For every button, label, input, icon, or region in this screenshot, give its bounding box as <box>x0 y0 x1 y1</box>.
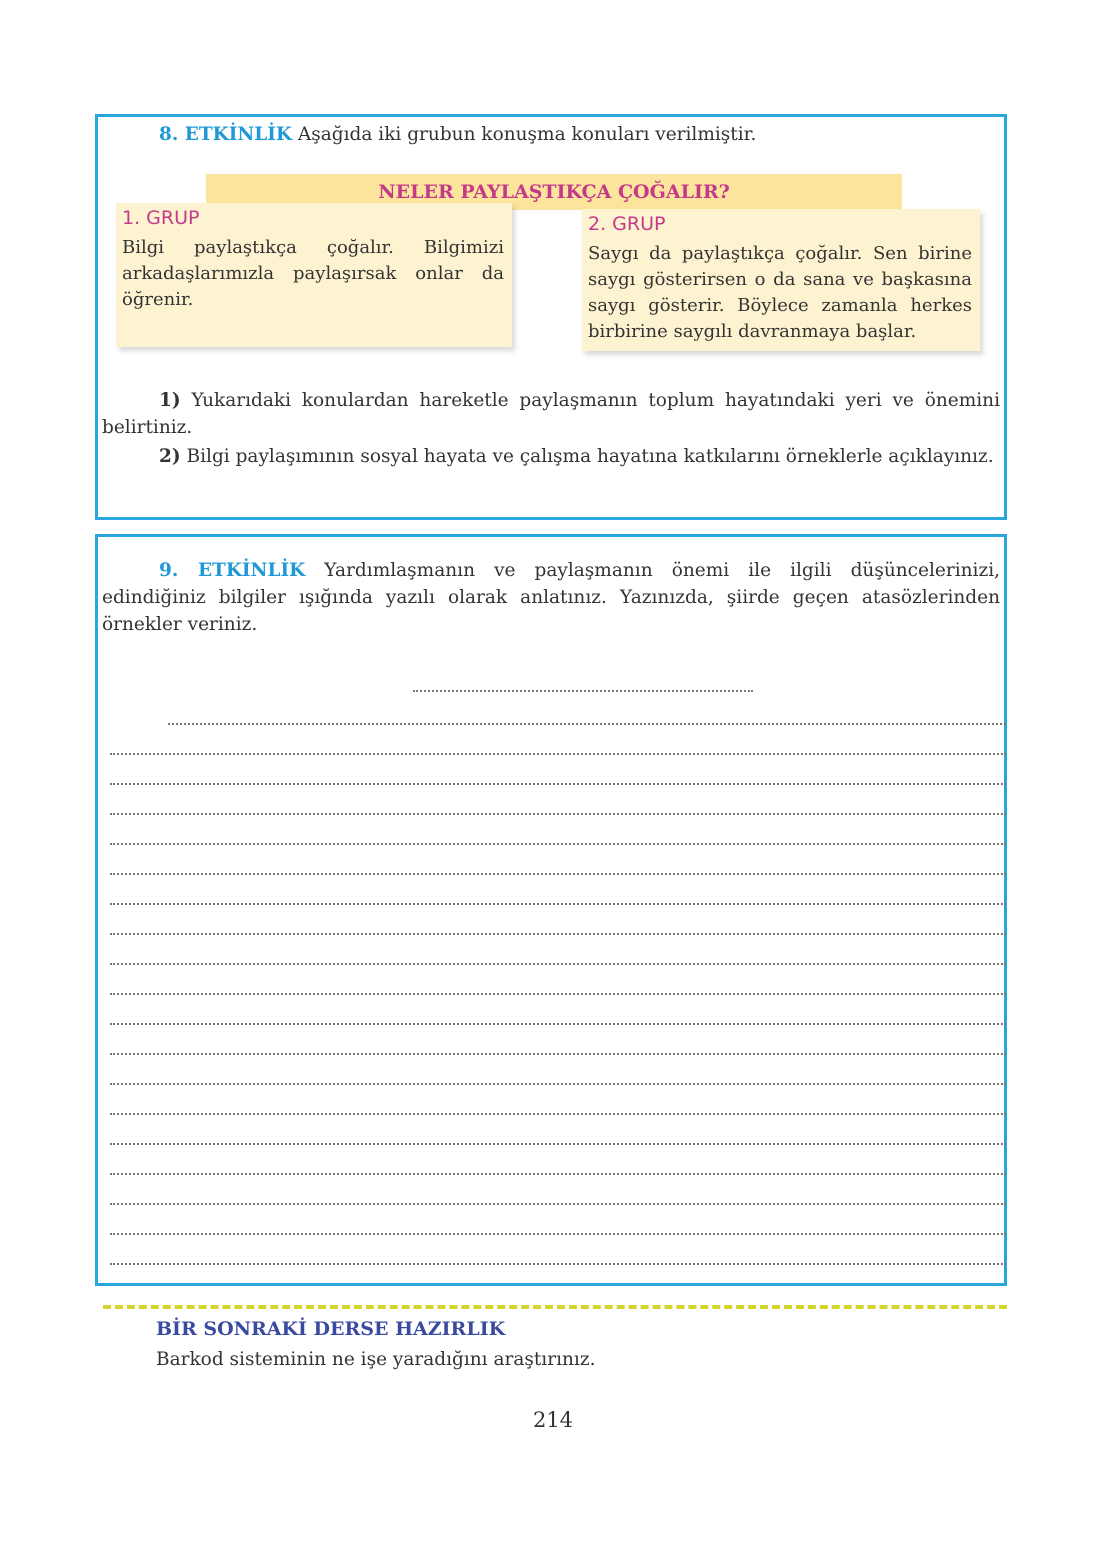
group-2-card <box>582 209 980 351</box>
question-2-number: 2) <box>159 446 181 467</box>
writing-line[interactable] <box>110 1263 1006 1265</box>
writing-line[interactable] <box>110 1143 1006 1145</box>
activity-9-label: 9. ETKİNLİK <box>159 560 306 581</box>
next-lesson-title: BİR SONRAKİ DERSE HAZIRLIK <box>156 1318 506 1340</box>
question-1-text: Yukarıdaki konulardan hareketle paylaşmanın toplum hayatındaki yeri ve önemini belirtiniz. <box>102 390 1000 438</box>
activity-8-banner: NELER PAYLAŞTIKÇA ÇOĞALIR? <box>206 174 902 210</box>
next-lesson-text: Barkod sisteminin ne işe yaradığını araştırınız. <box>156 1349 596 1370</box>
writing-line[interactable] <box>110 903 1006 905</box>
question-1-number: 1) <box>159 390 181 411</box>
writing-line[interactable] <box>110 873 1006 875</box>
group-1-text: Bilgi paylaştıkça çoğalır. Bilgimizi arkadaşlarımızla paylaşırsak onlar da öğrenir. <box>122 237 504 310</box>
writing-line[interactable] <box>110 1203 1006 1205</box>
writing-line[interactable] <box>110 1113 1006 1115</box>
group-2-title: 2. GRUP <box>588 213 666 235</box>
writing-line[interactable] <box>110 1083 1006 1085</box>
writing-line[interactable] <box>168 723 1006 725</box>
writing-line[interactable] <box>110 1233 1006 1235</box>
activity-8-intro <box>102 121 1000 148</box>
title-writing-line[interactable] <box>413 690 753 692</box>
activity-8-intro-text: Aşağıda iki grubun konuşma konuları verilmiştir. <box>292 124 757 145</box>
activity-9-intro-text: Yardımlaşmanın ve paylaşmanın önemi ile ilgili düşüncelerinizi, edindiğiniz bilgiler ışığında yazılı olarak anlatınız. Yazınızda, şiirde geçen atasözlerinden örnekler veriniz. <box>102 560 1000 635</box>
writing-line[interactable] <box>110 933 1006 935</box>
activity-9-box <box>95 534 1007 1286</box>
activity-8-label: 8. ETKİNLİK <box>159 124 293 145</box>
writing-line[interactable] <box>110 753 1006 755</box>
question-1 <box>102 387 1000 441</box>
writing-line[interactable] <box>110 783 1006 785</box>
question-2 <box>102 443 1000 470</box>
page-number: 214 <box>532 1408 574 1432</box>
question-2-text: Bilgi paylaşımının sosyal hayata ve çalışma hayatına katkılarını örneklerle açıklayınız. <box>180 446 994 467</box>
section-separator <box>103 1305 1007 1309</box>
group-2-text: Saygı da paylaştıkça çoğalır. Sen birine saygı gösterirsen o da sana ve başkasına saygı gösterir. Böylece zamanla herkes birbirine saygılı davranmaya başlar. <box>588 243 972 342</box>
group-1-title: 1. GRUP <box>122 207 200 229</box>
writing-line[interactable] <box>110 963 1006 965</box>
activity-9-intro <box>102 557 1000 638</box>
writing-line[interactable] <box>110 843 1006 845</box>
writing-line[interactable] <box>110 1173 1006 1175</box>
activity-8-box <box>95 114 1007 520</box>
writing-line[interactable] <box>110 993 1006 995</box>
writing-line[interactable] <box>110 1053 1006 1055</box>
writing-line[interactable] <box>110 813 1006 815</box>
group-1-card <box>116 203 512 347</box>
writing-line[interactable] <box>110 1023 1006 1025</box>
